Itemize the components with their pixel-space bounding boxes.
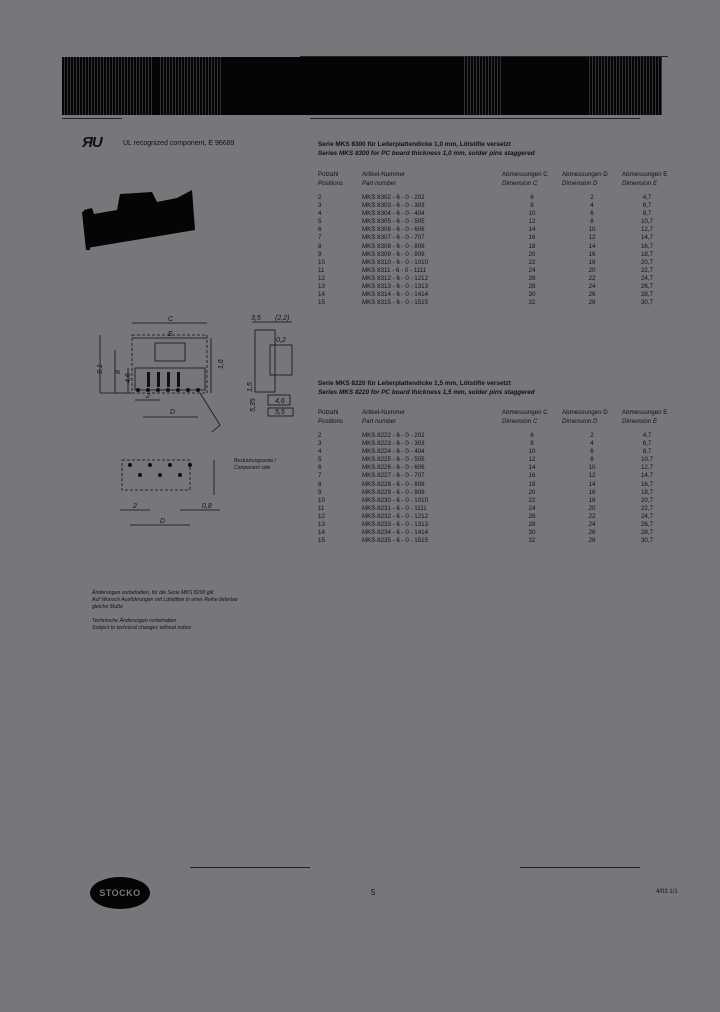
col-header-part-number: Artikel-Nummer: [362, 171, 405, 178]
table-row: 12 MKS 8312 - 6 - 0 - 1212 26 22 24,7: [318, 274, 654, 282]
svg-text:1,6: 1,6: [218, 359, 225, 369]
section-title-mks8220: [318, 379, 535, 397]
header-band: [62, 57, 662, 115]
svg-text:8: 8: [115, 370, 122, 374]
component-side-note: Bestückungsseite / Component side: [234, 458, 276, 471]
document-code: 4/03 1/1: [656, 889, 678, 895]
table-row: 4 MKS 8224 - 6 - 0 - 404 10 6 8,7: [318, 448, 652, 456]
footer-rule-left: [190, 867, 310, 868]
col-header-dim-c: Abmessungen C: [502, 171, 548, 178]
table-row: 11 MKS 8311 - 6 - 0 - 1111 24 20 22,7: [318, 266, 654, 274]
col-header-dim-d: Abmessungen D: [562, 171, 608, 178]
col-header-dim-e: Abmessungen E: [622, 171, 668, 178]
svg-text:0,2: 0,2: [276, 337, 286, 344]
col-header-dim-d-en: Dimension D: [562, 180, 598, 187]
stocko-logo: STOCKO: [90, 877, 150, 909]
col-header-dim-c-en: Dimension C: [502, 180, 538, 187]
header-bottom-rule-right: [310, 118, 640, 119]
col-header-dim-c: Abmessungen C: [502, 409, 548, 416]
table-row: 13 MKS 8313 - 6 - 0 - 1313 28 24 26,7: [318, 283, 654, 291]
technical-drawing: [80, 310, 310, 545]
table-row: 4 MKS 8304 - 6 - 0 - 404 10 6 8,7: [318, 210, 652, 218]
table-header-row-en: [312, 179, 672, 188]
table-row: 15 MKS 8235 - 6 - 0 - 1515 32 28 30,7: [318, 537, 654, 545]
svg-text:0,8: 0,8: [202, 503, 212, 510]
svg-text:4,6: 4,6: [125, 373, 132, 383]
svg-text:D: D: [170, 409, 176, 416]
part-table-mks8220: [312, 408, 672, 545]
table-header-row-en: [312, 417, 672, 426]
header-band-texture: [158, 57, 222, 115]
table-row: 8 MKS 8228 - 6 - 0 - 808 18 14 16,7: [318, 480, 654, 488]
ul-recognition-text: UL recognized component, E 96689: [123, 140, 235, 147]
table-header-row: [312, 170, 672, 179]
header-band-texture: [462, 57, 502, 115]
col-header-part-number: Artikel-Nummer: [362, 409, 405, 416]
table-row: 3 MKS 8223 - 6 - 0 - 303 8 4 6,7: [318, 440, 652, 448]
section-title-de: Serie MKS 8220 für Leiterplattendicke 1,5 mm, Lötstifte versetzt: [318, 380, 511, 387]
table-row: 2 MKS 8302 - 6 - 0 - 202 6 2 4,7: [318, 194, 652, 201]
svg-text:4,6: 4,6: [275, 398, 285, 405]
ul-logo: ЯU: [82, 134, 102, 151]
svg-text:2: 2: [146, 393, 150, 400]
table-row: 7 MKS 8307 - 6 - 0 - 707 16 12 14,7: [318, 234, 654, 242]
table-row: 5 MKS 8305 - 6 - 0 - 505 12 8 10,7: [318, 218, 654, 226]
col-header-dim-d: Abmessungen D: [562, 409, 608, 416]
svg-text:3,5: 3,5: [251, 315, 261, 322]
col-header-positions-en: Positions: [318, 418, 344, 425]
note-line: Änderungen vorbehalten, für die Serie MKS 8200 gilt: [92, 590, 214, 596]
note-line: gleiche Maße: [92, 604, 124, 610]
table-row: 10 MKS 8310 - 6 - 0 - 1010 22 18 20,7: [318, 258, 654, 266]
table-row: 9 MKS 8309 - 6 - 0 - 909 20 16 18,7: [318, 250, 654, 258]
table-row: 7 MKS 8227 - 6 - 0 - 707 16 12 14,7: [318, 472, 654, 480]
header-band-texture: [62, 57, 152, 115]
col-header-dim-e-en: Dimension E: [622, 418, 658, 425]
page-number: 5: [371, 888, 376, 897]
svg-text:C: C: [168, 316, 174, 323]
col-header-dim-e: Abmessungen E: [622, 409, 668, 416]
section-title-de: Serie MKS 8300 für Leiterplattendicke 1,0 mm, Lötstifte versetzt: [318, 141, 511, 148]
svg-text:2: 2: [133, 503, 137, 510]
col-header-dim-e-en: Dimension E: [622, 180, 658, 187]
table-row: 5 MKS 8225 - 6 - 0 - 505 12 8 10,7: [318, 456, 654, 464]
table-row: 14 MKS 8234 - 6 - 0 - 1414 30 26 28,7: [318, 529, 654, 537]
table-row: 12 MKS 8232 - 6 - 0 - 1212 26 22 24,7: [318, 512, 654, 520]
svg-text:5,5: 5,5: [275, 409, 285, 416]
table-row: 11 MKS 8231 - 6 - 0 - 1111 24 20 22,7: [318, 504, 654, 512]
col-header-part-number-en: Part number: [362, 418, 397, 425]
section-title-en: Series MKS 8220 for PC board thickness 1,5 mm, solder pins staggered: [318, 389, 535, 396]
product-photo: [82, 190, 212, 260]
header-band-texture: [587, 57, 662, 115]
note-line: Auf Wunsch Ausführungen mit Lötstiften in einer Reihe lieferbar: [92, 597, 238, 603]
svg-text:D: D: [160, 518, 166, 525]
table-row: 10 MKS 8230 - 6 - 0 - 1010 22 18 20,7: [318, 496, 654, 504]
col-header-positions: Polzahl: [318, 409, 339, 416]
col-header-part-number-en: Part number: [362, 180, 397, 187]
section-title-mks8300: [318, 140, 535, 158]
col-header-positions-en: Positions: [318, 180, 344, 187]
table-row: 6 MKS 8306 - 6 - 0 - 606 14 10 12,7: [318, 226, 654, 234]
footer-rule-right: [520, 867, 640, 868]
table-row: 9 MKS 8229 - 6 - 0 - 909 20 16 18,7: [318, 488, 654, 496]
svg-text:E: E: [168, 331, 173, 338]
table-row: 13 MKS 8233 - 6 - 0 - 1313 28 24 26,7: [318, 521, 654, 529]
section-title-en: Series MKS 8300 for PC board thickness 1,0 mm, solder pins staggered: [318, 150, 535, 157]
table-row: 8 MKS 8308 - 6 - 0 - 808 18 14 16,7: [318, 242, 654, 250]
svg-text:1,5: 1,5: [247, 382, 254, 392]
note-line: Technische Änderungen vorbehalten: [92, 618, 177, 624]
svg-text:5,35: 5,35: [250, 398, 257, 412]
svg-text:(2,2): (2,2): [275, 315, 290, 322]
col-header-dim-c-en: Dimension C: [502, 418, 538, 425]
table-header-row: [312, 408, 672, 417]
table-row: 2 MKS 8222 - 6 - 0 - 202 6 2 4,7: [318, 432, 652, 439]
col-header-dim-d-en: Dimension D: [562, 418, 598, 425]
table-row: 3 MKS 8303 - 6 - 0 - 303 8 4 6,7: [318, 202, 652, 210]
table-row: 6 MKS 8226 - 6 - 0 - 606 14 10 12,7: [318, 464, 654, 472]
header-bottom-rule-left: [62, 118, 122, 119]
notes-block: [92, 590, 272, 632]
part-table-mks8300: [312, 170, 672, 307]
svg-text:9,1: 9,1: [97, 364, 104, 374]
col-header-positions: Polzahl: [318, 171, 339, 178]
table-row: 14 MKS 8314 - 6 - 0 - 1414 30 26 28,7: [318, 291, 654, 299]
note-line: Subject to technical changes without notice: [92, 625, 192, 631]
table-row: 15 MKS 8315 - 6 - 0 - 1515 32 28 30,7: [318, 299, 654, 307]
